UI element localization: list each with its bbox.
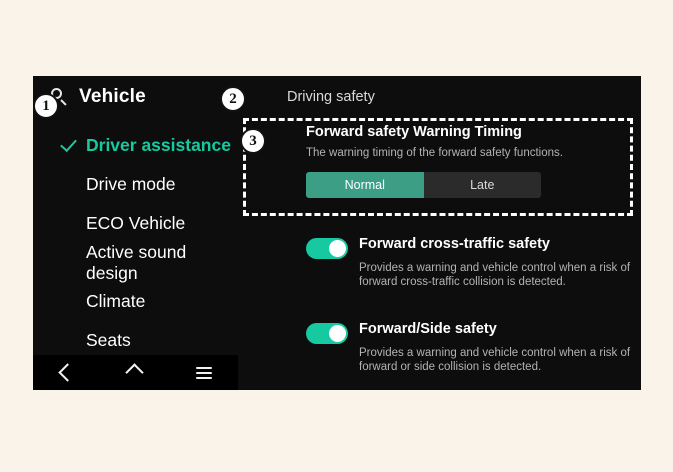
- page-title: Driving safety: [287, 89, 375, 105]
- toggle-label: Forward/Side safety: [359, 321, 497, 337]
- warning-timing-segmented-control: [306, 172, 541, 198]
- callout-badge-3: 3: [240, 128, 266, 154]
- sidebar-item-label: Climate: [86, 291, 146, 311]
- toggle-knob: [329, 325, 346, 342]
- check-icon: [60, 135, 77, 152]
- toggle-description: Provides a warning and vehicle control when a risk of forward or side collision is detected.: [359, 347, 631, 373]
- menu-button[interactable]: [183, 355, 225, 390]
- segment-late[interactable]: Late: [424, 172, 542, 198]
- sidebar-item-label: Drive mode: [86, 174, 176, 194]
- sidebar-item-active-sound-design[interactable]: [33, 243, 238, 282]
- card-description: The warning timing of the forward safety functions.: [306, 147, 563, 159]
- forward-side-safety-toggle[interactable]: [306, 323, 348, 344]
- content-pane: [238, 76, 641, 390]
- segment-normal[interactable]: Normal: [306, 172, 424, 198]
- back-button[interactable]: [46, 355, 88, 390]
- sidebar-item-label: ECO Vehicle: [86, 213, 186, 233]
- callout-badge-1: 1: [33, 93, 59, 119]
- sidebar-item-label: Driver assistance: [86, 135, 231, 155]
- sidebar-item-eco-vehicle[interactable]: [33, 204, 238, 243]
- toggle-label: Forward cross-traffic safety: [359, 236, 550, 252]
- toggle-knob: [329, 240, 346, 257]
- sidebar-header: [51, 86, 146, 108]
- sidebar-item-drive-mode[interactable]: [33, 165, 238, 204]
- menu-icon: [196, 367, 212, 379]
- sidebar-item-driver-assistance[interactable]: [33, 126, 238, 165]
- sidebar-list: [33, 126, 238, 360]
- sidebar-item-label: Seats: [86, 330, 131, 350]
- sidebar-title: Vehicle: [79, 86, 146, 107]
- sidebar: [33, 76, 238, 390]
- forward-cross-traffic-safety-toggle[interactable]: [306, 238, 348, 259]
- infotainment-screen: [33, 76, 641, 390]
- card-title: Forward safety Warning Timing: [306, 124, 522, 140]
- sidebar-item-label: Active sound design: [86, 241, 187, 283]
- system-navigation-bar: [33, 355, 238, 390]
- sidebar-item-climate[interactable]: [33, 282, 238, 321]
- back-icon: [58, 363, 76, 381]
- toggle-description: Provides a warning and vehicle control when a risk of forward cross-traffic collision is detected.: [359, 262, 631, 288]
- callout-badge-2: 2: [220, 86, 246, 112]
- home-icon: [127, 366, 143, 380]
- home-button[interactable]: [114, 355, 156, 390]
- forward-safety-warning-timing-card: [276, 124, 630, 216]
